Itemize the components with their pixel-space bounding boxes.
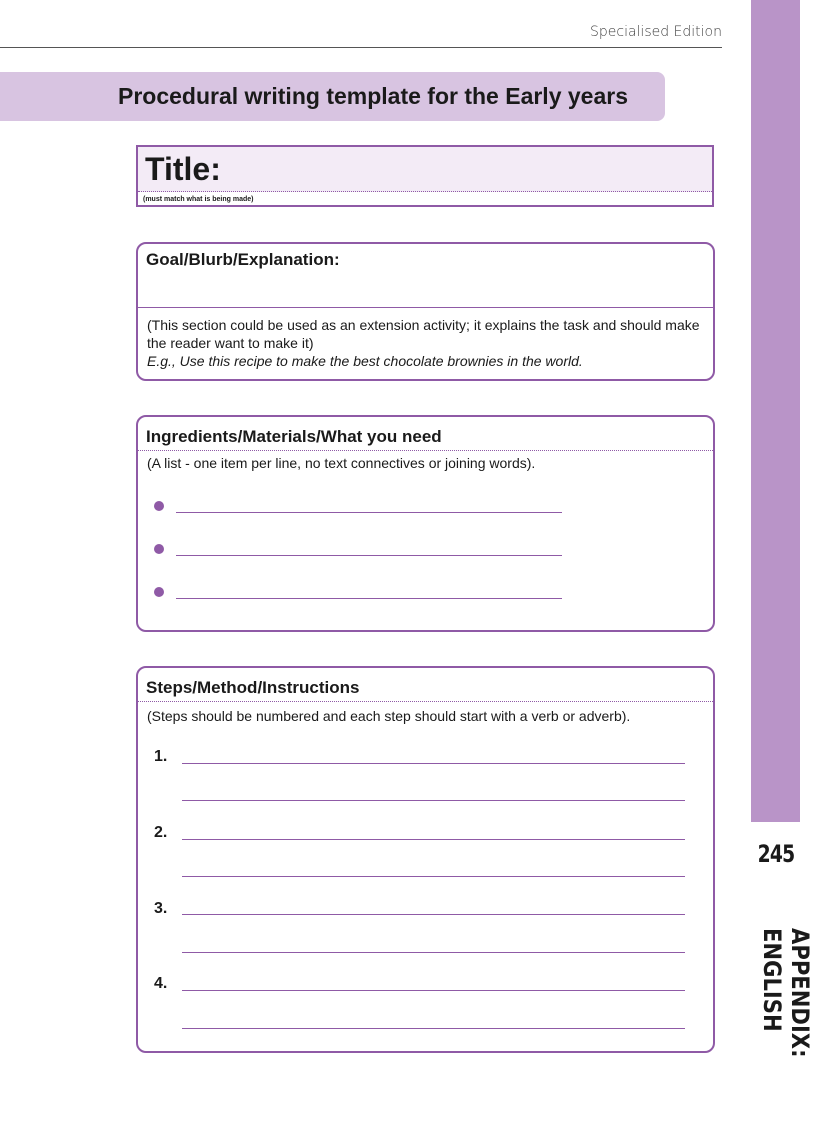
page-title: Procedural writing template for the Early years bbox=[118, 83, 628, 109]
bullet-icon bbox=[154, 587, 164, 597]
answer-line[interactable] bbox=[182, 1028, 685, 1029]
answer-line[interactable] bbox=[182, 914, 685, 915]
header-rule bbox=[0, 47, 722, 48]
goal-heading: Goal/Blurb/Explanation: bbox=[146, 250, 340, 269]
steps-instruction: (Steps should be numbered and each step should start with a verb or adverb). bbox=[147, 708, 631, 724]
step-number: 3. bbox=[154, 900, 168, 917]
ingredients-instruction: (A list - one item per line, no text connectives or joining words). bbox=[147, 455, 536, 471]
answer-line[interactable] bbox=[176, 512, 562, 513]
step-number: 2. bbox=[154, 824, 168, 841]
ingredients-box bbox=[136, 415, 715, 632]
answer-line[interactable] bbox=[182, 839, 685, 840]
title-field[interactable] bbox=[138, 147, 712, 192]
steps-divider bbox=[138, 701, 713, 702]
goal-description: (This section could be used as an extension activity; it explains the task and should make the reader want to make it) bbox=[147, 317, 700, 351]
bullet-icon bbox=[154, 544, 164, 554]
answer-line[interactable] bbox=[182, 952, 685, 953]
edition-label: Specialised Edition bbox=[589, 24, 722, 40]
goal-box bbox=[136, 242, 715, 381]
ingredients-divider bbox=[138, 450, 713, 451]
title-label: Title: bbox=[145, 151, 221, 187]
title-box bbox=[136, 145, 714, 207]
goal-divider bbox=[138, 307, 713, 308]
title-note: (must match what is being made) bbox=[143, 196, 254, 203]
sidebar-tab bbox=[751, 0, 800, 822]
answer-line[interactable] bbox=[182, 763, 685, 764]
bullet-icon bbox=[154, 501, 164, 511]
goal-example: E.g., Use this recipe to make the best chocolate brownies in the world. bbox=[147, 353, 583, 369]
page-number: 245 bbox=[757, 840, 795, 868]
ingredients-heading: Ingredients/Materials/What you need bbox=[146, 427, 442, 446]
answer-line[interactable] bbox=[176, 555, 562, 556]
steps-heading: Steps/Method/Instructions bbox=[146, 678, 360, 697]
answer-line[interactable] bbox=[182, 800, 685, 801]
answer-line[interactable] bbox=[176, 598, 562, 599]
step-number: 1. bbox=[154, 748, 168, 765]
section-label: APPENDIX: ENGLISH bbox=[758, 928, 814, 1058]
answer-line[interactable] bbox=[182, 876, 685, 877]
answer-line[interactable] bbox=[182, 990, 685, 991]
step-number: 4. bbox=[154, 975, 168, 992]
steps-box bbox=[136, 666, 715, 1053]
